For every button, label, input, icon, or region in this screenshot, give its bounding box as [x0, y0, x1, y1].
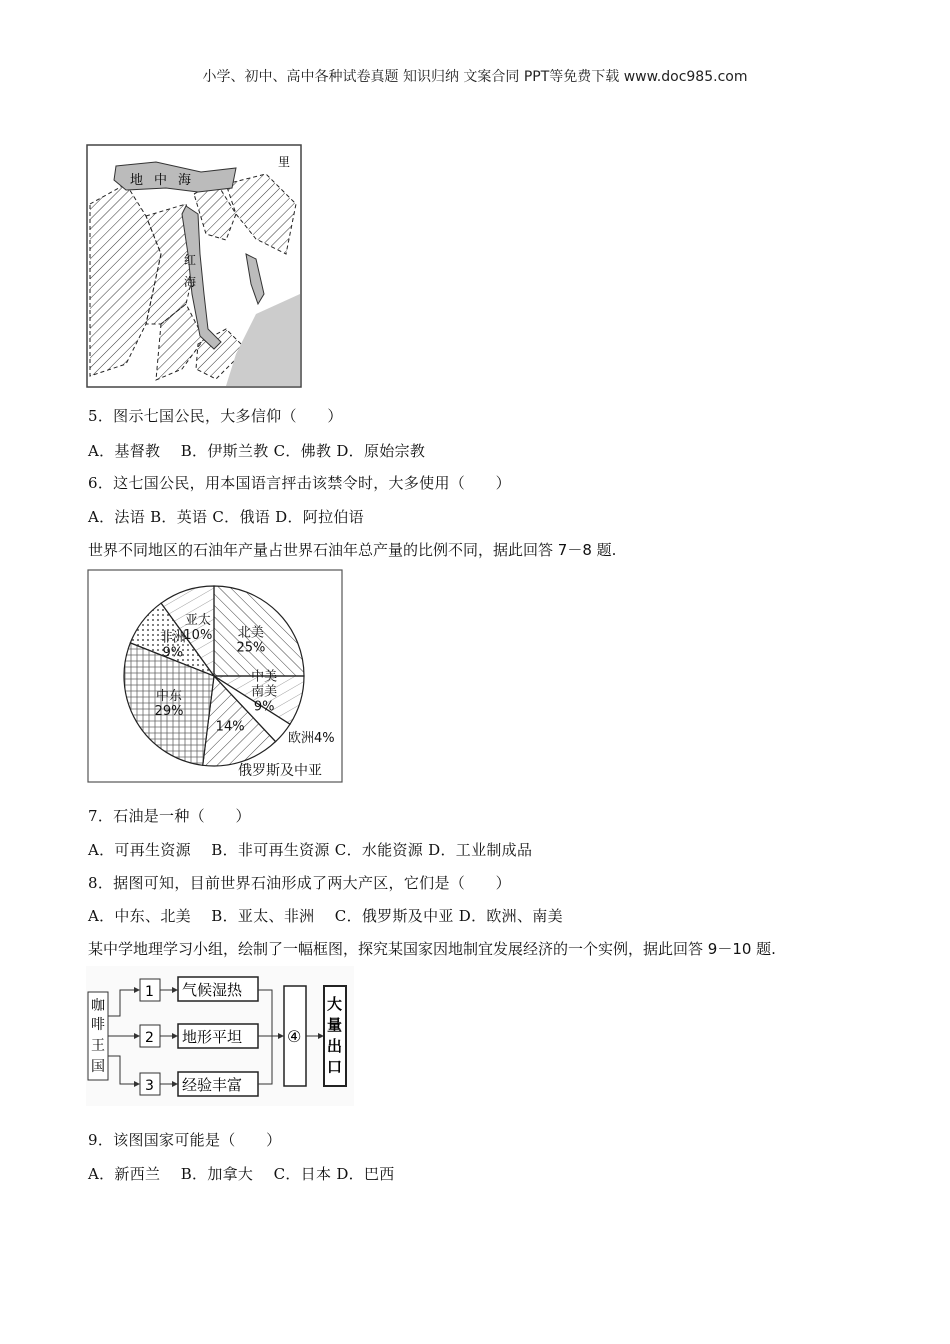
num-2: 2 — [145, 1030, 154, 1046]
coffee-intro: 某中学地理学习小组，绘制了一幅框图，探究某国家因地制宜发展经济的一个实例，据此回答 9－10 题. — [88, 940, 776, 958]
red-sea-label-1: 红 — [184, 253, 197, 267]
q9-options: A．新西兰 B．加拿大 C．日本 D．巴西 — [88, 1165, 395, 1183]
num-1: 1 — [145, 984, 154, 1000]
pie-label-中美南美-1: 南美 — [251, 684, 278, 700]
left-title-1: 咖 — [91, 998, 105, 1014]
pie-label-中东-1: 29% — [154, 704, 184, 720]
q7-options: A．可再生资源 B．非可再生资源 C．水能资源 D．工业制成品 — [88, 841, 533, 859]
middle-east-map — [86, 144, 304, 390]
pie-label-中东-0: 中东 — [156, 689, 183, 705]
corner-label: 里 — [278, 155, 291, 169]
q6-stem: 6．这七国公民，用本国语言抨击该禁令时，大多使用（ ） — [88, 474, 511, 492]
q5-stem: 5．图示七国公民，大多信仰（ ） — [88, 407, 343, 425]
result-2: 量 — [327, 1016, 343, 1034]
num-3: 3 — [145, 1078, 154, 1094]
factor-climate: 气候湿热 — [182, 981, 243, 999]
q9-stem: 9．该图国家可能是（ ） — [88, 1131, 282, 1149]
pie-label-亚太-1: 10% — [183, 627, 213, 643]
q8-stem: 8．据图可知，目前世界石油形成了两大产区，它们是（ ） — [88, 874, 511, 892]
oil-pie-chart — [86, 568, 346, 786]
left-title-2: 啡 — [91, 1017, 105, 1033]
sea-label-1: 地 — [130, 173, 144, 188]
pie-label-非洲-1: 9% — [162, 645, 184, 661]
pie-label-亚太-0: 亚太 — [184, 612, 211, 628]
result-1: 大 — [327, 995, 343, 1013]
factor-experience: 经验丰富 — [182, 1076, 243, 1094]
coffee-flow-diagram — [86, 966, 354, 1106]
q8-options: A．中东、北美 B．亚太、非洲 C．俄罗斯及中亚 D．欧洲、南美 — [88, 907, 563, 925]
result-4: 口 — [327, 1058, 343, 1076]
middle-node: ④ — [287, 1027, 302, 1046]
page-header: 小学、初中、高中各种试卷真题 知识归纳 文案合同 PPT等免费下载 www.doc985.com — [202, 69, 748, 85]
pie-label-russia-name: 俄罗斯及中亚 — [238, 763, 322, 779]
left-title-3: 王 — [91, 1038, 105, 1054]
pie-label-北美-0: 北美 — [237, 625, 264, 641]
pie-label-欧洲-0: 欧洲4% — [287, 731, 335, 747]
red-sea-label-2: 海 — [184, 275, 197, 289]
q5-options: A．基督教 B．伊斯兰教 C．佛教 D．原始宗教 — [88, 442, 426, 460]
sea-label-2: 中 — [154, 173, 168, 188]
factor-terrain: 地形平坦 — [182, 1028, 243, 1046]
left-title-4: 国 — [91, 1059, 105, 1075]
q7-stem: 7．石油是一种（ ） — [88, 807, 251, 825]
oil-intro: 世界不同地区的石油年产量占世界石油年总产量的比例不同，据此回答 7－8 题. — [88, 541, 617, 559]
pie-label-俄罗斯及中亚-0: 14% — [215, 719, 245, 735]
pie-label-中美南美-0: 中美 — [251, 669, 278, 685]
pie-label-中美南美-2: 9% — [253, 699, 275, 715]
result-3: 出 — [327, 1037, 343, 1055]
pie-label-非洲-0: 非洲 — [159, 630, 186, 646]
pie-label-北美-1: 25% — [236, 640, 266, 656]
sea-label-3: 海 — [178, 173, 192, 188]
q6-options: A．法语 B．英语 C．俄语 D．阿拉伯语 — [88, 508, 364, 526]
